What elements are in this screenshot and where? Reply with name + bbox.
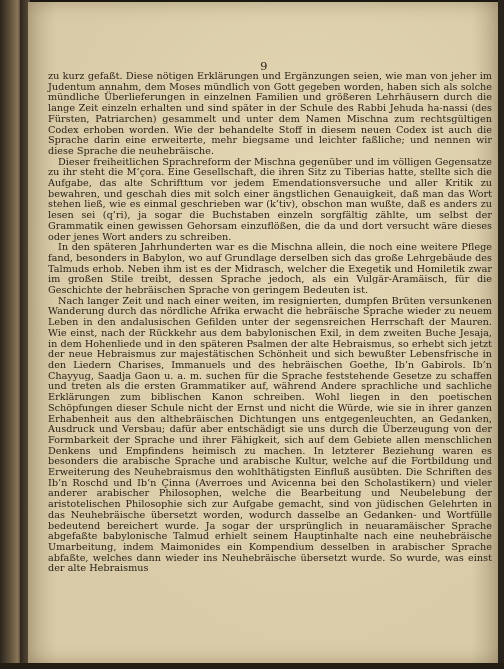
scan-right-border [498, 0, 504, 669]
book-page [28, 2, 500, 663]
paragraph-1: zu kurz gefaßt. Diese nötigen Erklärungen und Ergänzungen seien, wie man von jeher im Judentum annahm, dem Moses mündlich von Gott gegeben worden, haben sich als solche mündliche Überlieferungen in einzelnen Familien und größeren Lehrhäusern durch die lange Zeit einzeln erhalten und sind später in der Schule des Rabbi Jehuda ha-nassi (des Fürsten, Patriarchen) gesammelt und unter dem Namen Mischna zum rechtsgültigen Codex erhoben worden. Wie der behandelte Stoff in diesem neuen Codex ist auch die Sprache darin eine erweiterte, mehr biegsame und leichter faßliche; und nennen wir diese Sprache die neuhebräische. [48, 71, 492, 157]
scan-bottom-border [0, 663, 504, 669]
paragraph-3: In den späteren Jahrhunderten war es die Mischna allein, die noch eine weitere Pflege fand, besonders in Babylon, wo auf Grundlage derselben sich das große Lehrgebäude des Talmuds erhob. Neben ihm ist es der Midrasch, welcher die Exegetik und Homiletik zwar im großen Stile treibt, dessen Sprache jedoch, als ein Vulgär-Aramäisch, für die Geschichte der hebräischen Sprache von geringem Bedeuten ist. [48, 242, 492, 297]
page-body-text [48, 72, 492, 575]
paragraph-2: Dieser freiheitlichen Sprachreform der Mischna gegenüber und im völligen Gegensatze zu ihr steht die M’çora. Eine Gesellschaft, die ihren Sitz zu Tiberias hatte, stellte sich die Aufgabe, das alte Schrifttum vor jedem Emendationsversuche und aller Kritik zu bewahren, und geschah dies mit solch einer ängstlichen Genauigkeit, daß man das Wort stehen ließ, wie es einmal geschrieben war (k’tiv), obschon man wußte, daß es anders zu lesen sei (q’ri), ja sogar die Buchstaben einzeln sorgfältig zählte, um selbst der Grammatik einen gewissen Gehorsam einzuflößen, die da und dort versucht wäre dieses oder jenes Wort anders zu schreiben. [48, 156, 492, 243]
previous-page-edge [0, 0, 22, 669]
paragraph-4: Nach langer Zeit und nach einer weiten, im resignierten, dumpfen Brüten versunkenen Wanderung durch das nördliche Afrika erwacht die hebräische Sprache wieder zu neuem Leben in den andalusischen Gefilden unter der segensreichen Herrschaft der Mauren. Wie einst, nach der Rückkehr aus dem babylonischen Exil, in dem zweiten Buche Jesaja, in dem Hohenliede und in den späteren Psalmen der alte Hebraismus, so erhebt sich jetzt der neue Hebraismus zur majestätischen Schönheit und sich bewußter Lebensfrische in den Liedern Charises, Immanuels und des hebräischen Goethe, Ib’n Gabirols. Ib’n Chayyug, Saadja Gaon u. a. m. suchen für die Sprache feststehende Gesetze zu schaffen und treten als die ersten Grammatiker auf, während Andere sprachliche und sachliche Erklärungen zum biblischen Kanon schreiben. Wohl liegen in den poetischen Schöpfungen dieser Schule nicht der Ernst und nicht die Würde, wie sie in ihrer ganzen Erhabenheit aus den althebräischen Dichtungen uns entgegenleuchten, an Gedanken, Ausdruck und Versbau; dafür aber entschädigt sie uns durch die Überzeugung von der Formbarkeit der Sprache und ihrer Fähigkeit, sich auf dem Gebiete allen menschlichen Denkens und Empfindens heimisch zu machen. In letzterer Beziehung waren es besonders die arabische Sprache und arabische Kultur, welche auf die Fortbildung und Erweiterung des Neuhebraismus den wohlthätigsten Einfluß ausübten. Die Schriften des Ib’n Roschd und Ib’n Çinna (Averroes und Avicenna bei den Scholastikern) und vieler anderer arabischer Philosophen, welche die Bearbeitung und Neubelebung der aristotelischen Philosophie sich zur Aufgabe gemacht, sind von jüdischen Gelehrten in das Neuhebräische übersetzt worden, wodurch dasselbe an Gedanken- und Wortfülle bedeutend bereichert wurde. Ja sogar der ursprünglich in neuaramäischer Sprache abgefaßte babylonische Talmud erhielt seinem Hauptinhalte nach eine neuhebräische Umarbeitung, indem Maimonides ein Kompendium desselben in arabischer Sprache abfaßte, welches dann wieder ins Neuhebräische übersetzt wurde. So wurde, was einst der alte Hebraismus [48, 295, 492, 575]
page-number: 9 [260, 59, 268, 73]
